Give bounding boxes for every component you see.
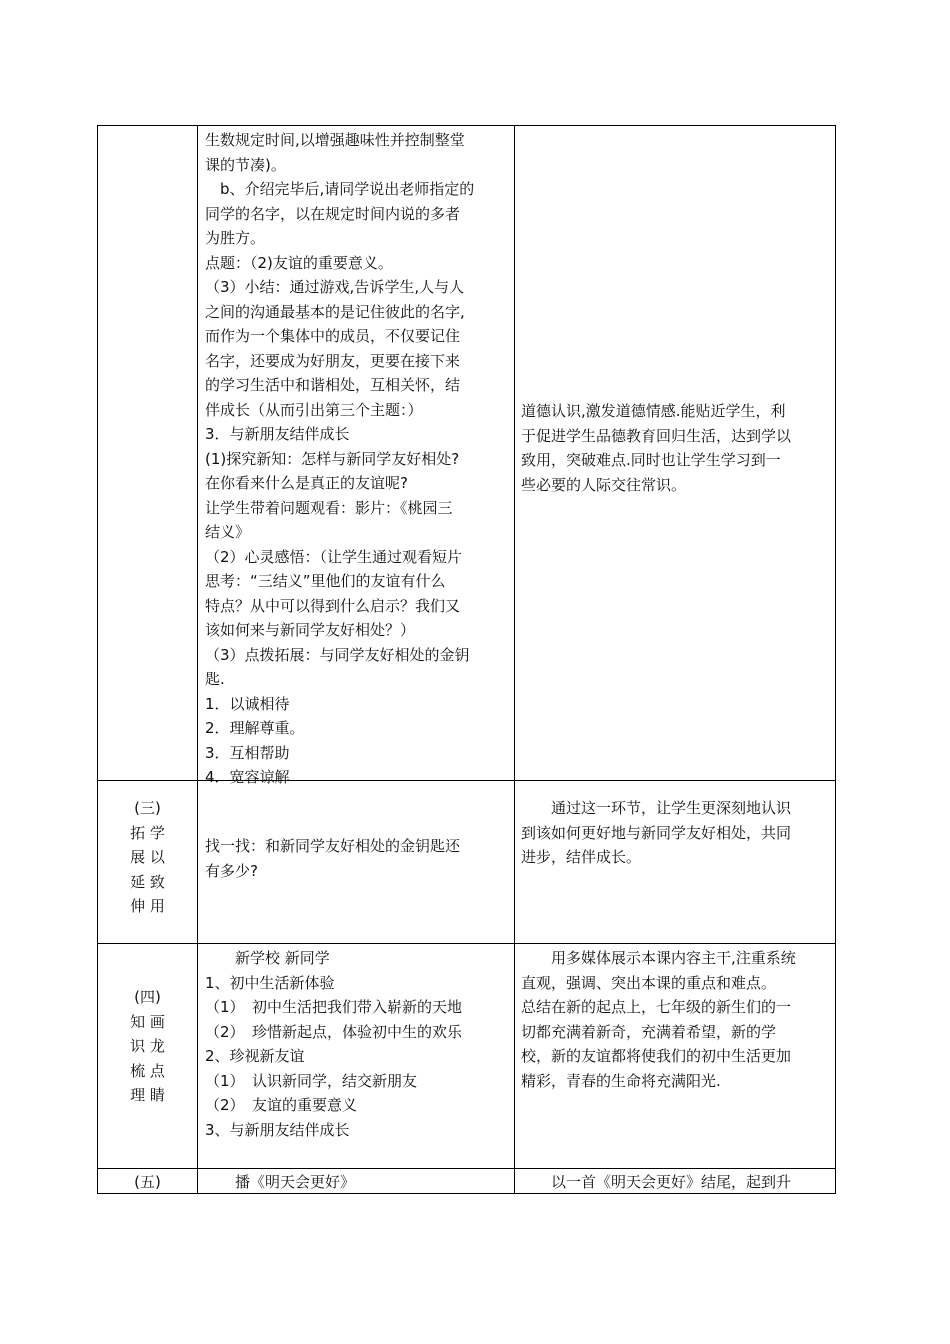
text-line: 通过这一环节，让学生更深刻地认识	[521, 799, 792, 817]
text-line: （2）心灵感悟：（让学生通过观看短片	[205, 547, 463, 566]
text-line: 1．以诚相待	[205, 694, 290, 713]
text-line: 课的节凑)。	[205, 155, 286, 174]
text-line: 切都充满着新奇，充满着希望，新的学	[521, 1022, 777, 1041]
text-line: 结义》	[205, 523, 251, 541]
text-line: （2） 珍惜新起点，体验初中生的欢乐	[205, 1022, 463, 1041]
text-line: 理 睛	[130, 1086, 165, 1104]
text-line: 在你看来什么是真正的友谊呢?	[205, 474, 408, 492]
stage-cell	[98, 796, 197, 919]
text-line: 2、珍视新友谊	[205, 1047, 305, 1065]
text-line: 到该如何更好地与新同学友好相处，共同	[521, 823, 792, 842]
row-divider	[97, 1168, 836, 1169]
text-line: 让学生带着问题观看：影片：《桃园三	[205, 498, 453, 517]
text-line: 伸 用	[130, 897, 165, 915]
process-cell	[205, 946, 510, 1142]
text-line: 4．宽容谅解	[205, 768, 290, 786]
text-line: 伴成长（从而引出第三个主题：）	[205, 400, 423, 419]
intent-cell	[521, 1170, 831, 1195]
text-line: 匙.	[205, 670, 225, 688]
text-line: 拓 学	[130, 823, 165, 842]
text-line: 点题：（2)友谊的重要意义。	[205, 253, 393, 272]
text-line: 新学校 新同学	[205, 949, 330, 967]
text-line: 展 以	[130, 848, 165, 866]
text-line: 该如何来与新同学友好相处？）	[205, 621, 416, 639]
text-line: 特点？从中可以得到什么启示？我们又	[205, 596, 461, 615]
table-border-top	[97, 125, 836, 126]
text-line: 思考：“三结义”里他们的友谊有什么	[205, 572, 446, 590]
process-cell	[205, 128, 510, 790]
text-line: （1） 认识新同学，结交新朋友	[205, 1071, 418, 1090]
text-line: 而作为一个集体中的成员，不仅要记住	[205, 327, 461, 345]
text-line: 进步，结伴成长。	[521, 848, 642, 866]
text-line: (四)	[134, 988, 161, 1006]
text-line: 直观，强调、突出本课的重点和难点。	[521, 973, 777, 992]
text-line: 生数规定时间,以增强趣味性并控制整堂	[205, 131, 465, 149]
intent-cell	[521, 796, 831, 870]
text-line: 1、初中生活新体验	[205, 973, 335, 992]
text-line: 有多少?	[205, 861, 258, 880]
process-cell	[205, 1170, 510, 1195]
text-line: 的学习生活中和谐相处，互相关怀，结	[205, 376, 461, 394]
stage-cell	[98, 1170, 197, 1195]
text-line: （3）小结：通过游戏,告诉学生,人与人	[205, 278, 465, 296]
text-line: 找一找：和新同学友好相处的金钥匙还	[205, 837, 461, 855]
text-line: b、介绍完毕后,请同学说出老师指定的	[205, 180, 475, 198]
text-line: 3．互相帮助	[205, 743, 290, 762]
text-line: 识 龙	[130, 1037, 165, 1055]
text-line: （2） 友谊的重要意义	[205, 1096, 358, 1114]
text-line: 为胜方。	[205, 229, 266, 247]
text-line: （3）点拨拓展：与同学友好相处的金钥	[205, 645, 470, 664]
text-line: 总结在新的起点上，七年级的新生们的一	[521, 998, 792, 1016]
text-line: 3、与新朋友结伴成长	[205, 1120, 350, 1139]
text-line: 些必要的人际交往常识。	[521, 475, 687, 494]
process-cell	[205, 834, 510, 883]
column-divider	[514, 125, 515, 1194]
table-border-right	[835, 125, 836, 1194]
text-line: 致用，突破难点.同时也让学生学习到一	[521, 451, 781, 469]
text-line: 梳 点	[130, 1061, 165, 1080]
text-line: 道德认识,激发道德情感.能贴近学生，利	[521, 402, 786, 420]
text-line: 延 致	[130, 872, 165, 891]
text-line: 知 画	[130, 1012, 165, 1031]
intent-cell	[521, 946, 831, 1093]
text-line: 名字，还要成为好朋友，更要在接下来	[205, 351, 461, 370]
text-line: 于促进学生品德教育回归生活，达到学以	[521, 426, 792, 445]
text-line: 2．理解尊重。	[205, 719, 305, 737]
text-line: 之间的沟通最基本的是记住彼此的名字,	[205, 302, 465, 321]
text-line: 播《明天会更好》	[205, 1173, 356, 1191]
stage-cell	[98, 985, 197, 1108]
text-line: 校，新的友谊都将使我们的初中生活更加	[521, 1047, 792, 1065]
text-line: 以一首《明天会更好》结尾，起到升	[521, 1173, 792, 1191]
text-line: (1)探究新知：怎样与新同学友好相处?	[205, 449, 460, 468]
text-line: 3．与新朋友结伴成长	[205, 425, 350, 443]
text-line: (五)	[134, 1173, 161, 1191]
text-line: 精彩，青春的生命将充满阳光.	[521, 1071, 721, 1090]
row-divider	[97, 943, 836, 944]
intent-cell	[521, 399, 831, 497]
text-line: （1） 初中生活把我们带入崭新的天地	[205, 998, 463, 1016]
text-line: 同学的名字，以在规定时间内说的多者	[205, 204, 461, 223]
text-line: 用多媒体展示本课内容主干,注重系统	[521, 949, 796, 967]
column-divider	[197, 125, 198, 1194]
text-line: (三)	[134, 799, 161, 817]
